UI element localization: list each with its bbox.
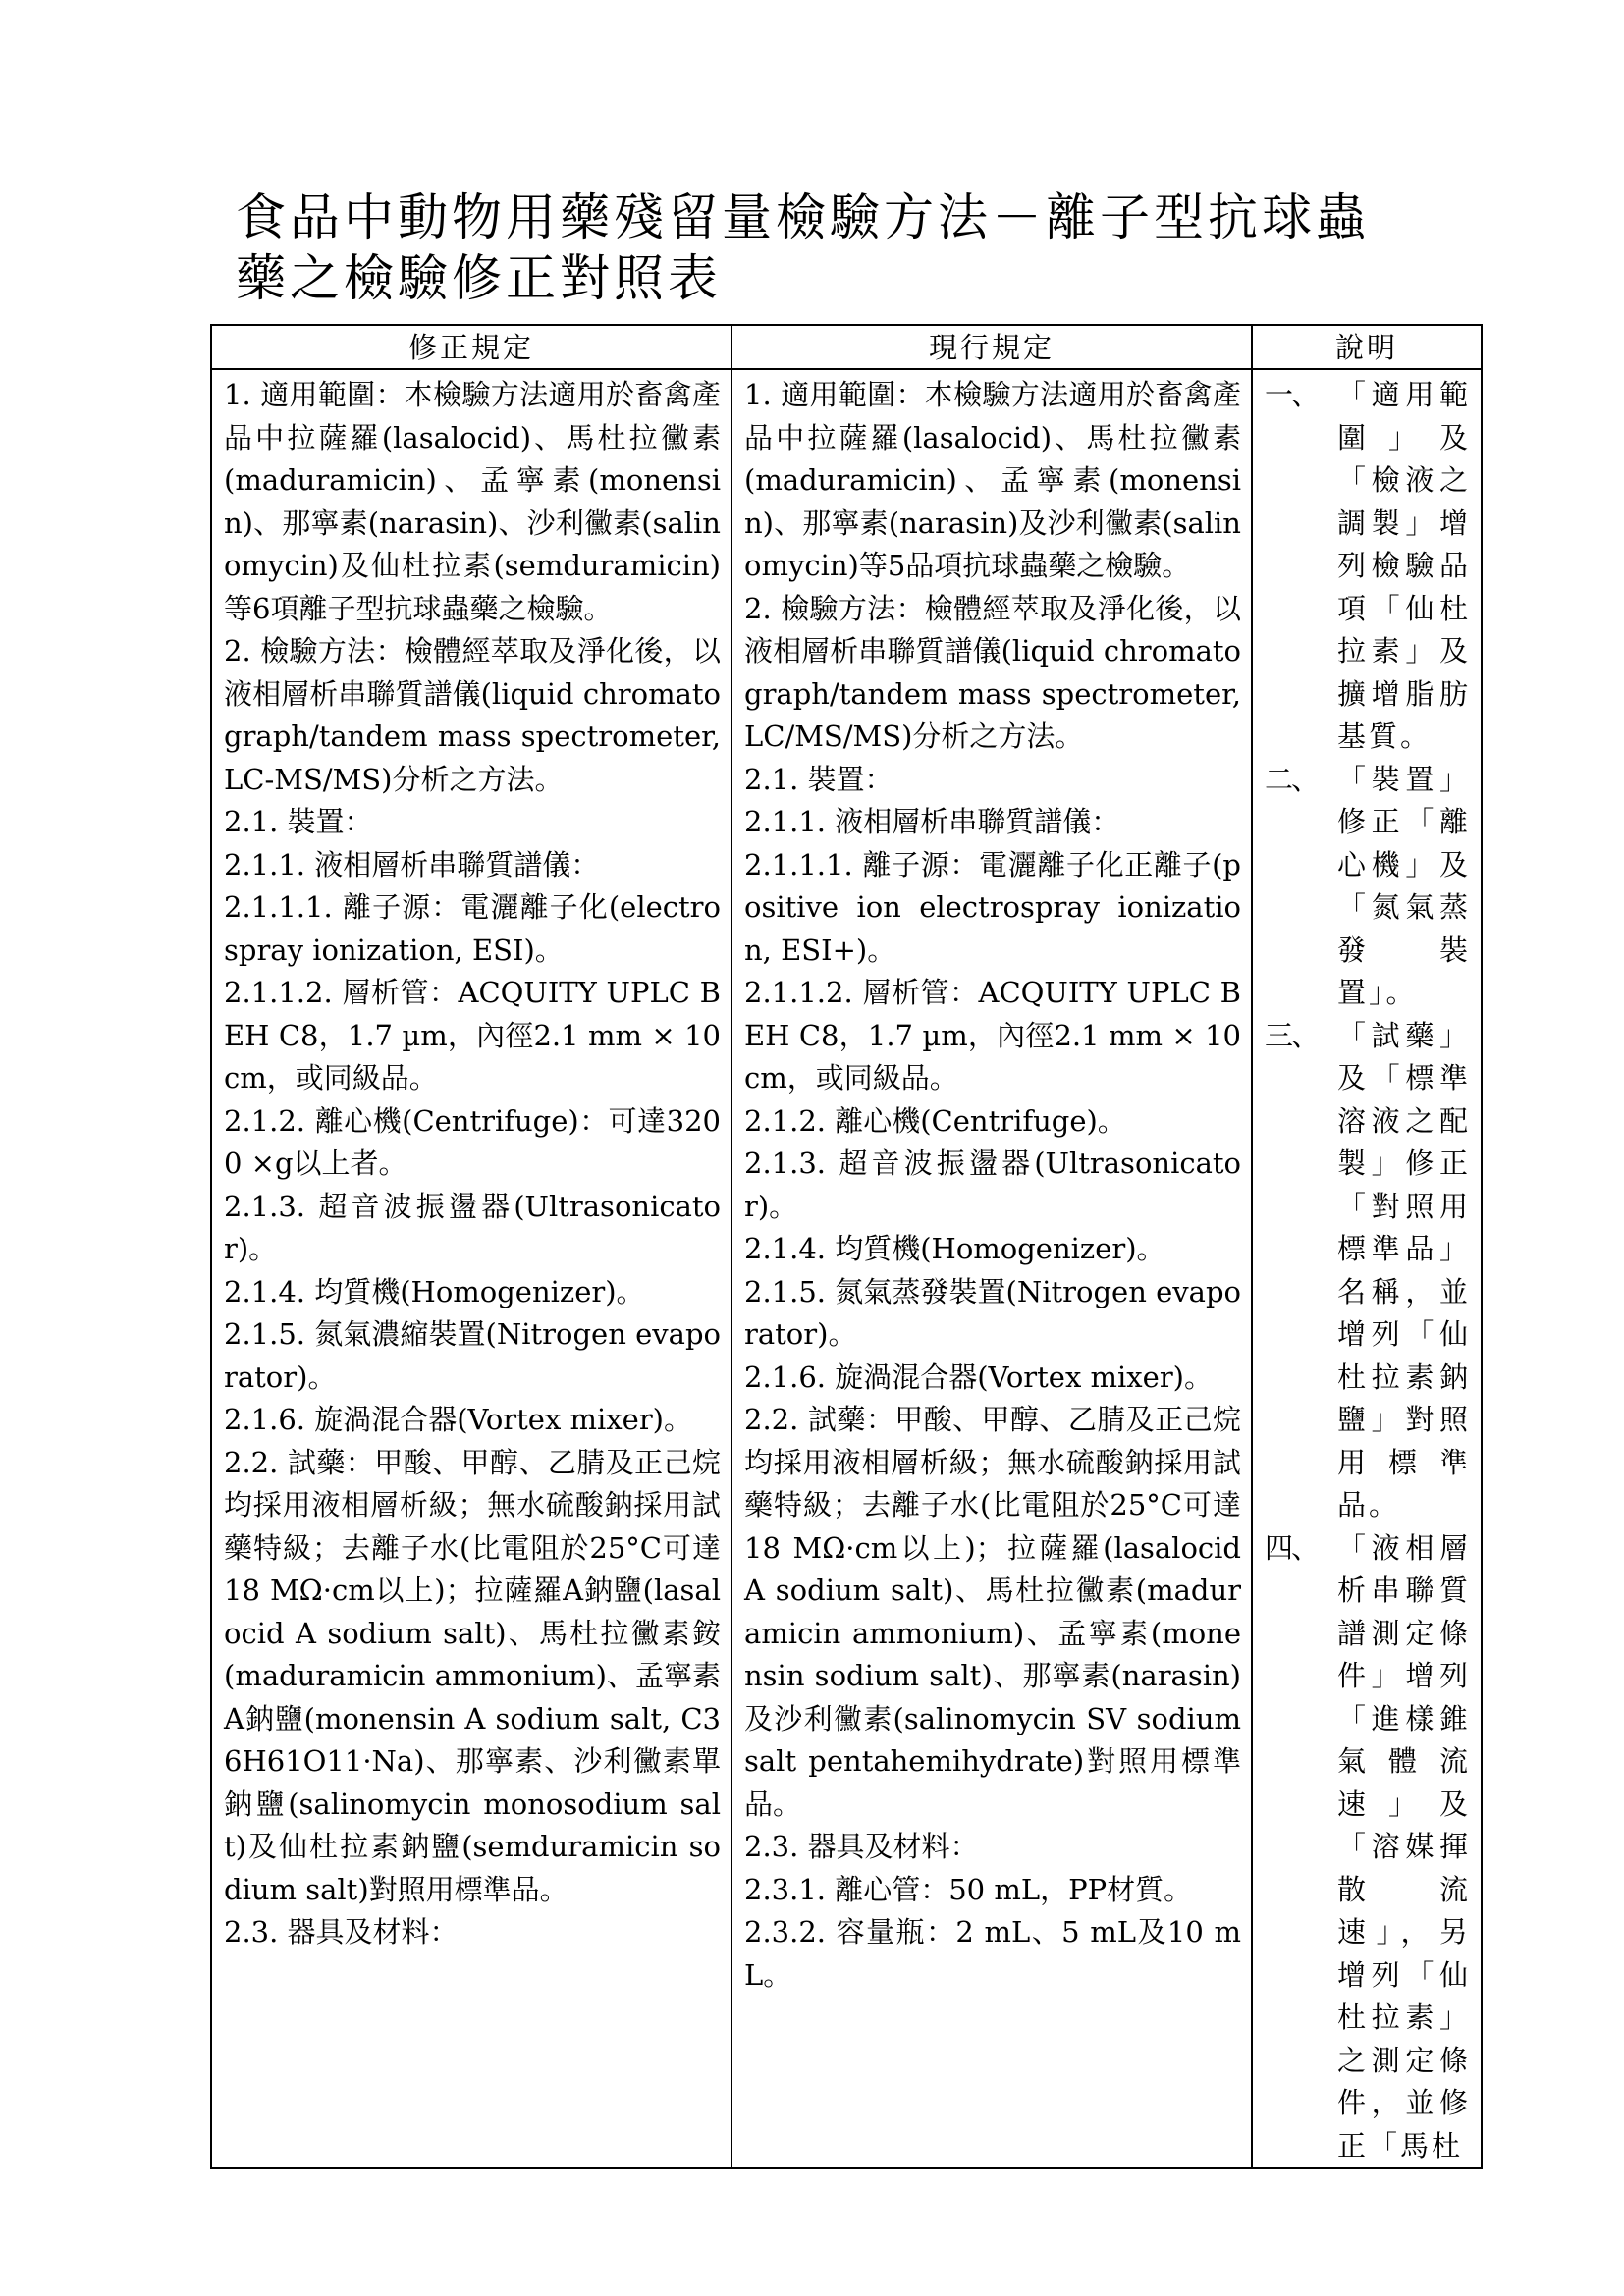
revised-column: [211, 369, 731, 2168]
current-para: 2.1. 裝置：: [744, 762, 893, 796]
note-item: [1265, 1527, 1471, 2168]
revised-para: 2.1. 裝置：: [224, 805, 373, 838]
revised-para: 2.1.1.1. 離子源：電灑離子化(electrospray ionization, ESI)。: [224, 890, 721, 967]
current-para: 2.1.3. 超音波振盪器(Ultrasonicator)。: [744, 1147, 1241, 1223]
note-number: 三、: [1265, 1018, 1319, 1052]
current-para: 2.1.6. 旋渦混合器(Vortex mixer)。: [744, 1360, 1213, 1394]
title-line-1: 食品中動物用藥殘留量檢驗方法－離子型抗球蟲: [236, 189, 1371, 247]
table-header-row: [211, 325, 1482, 369]
table-body-row: [211, 369, 1482, 2168]
note-number: 二、: [1265, 762, 1319, 796]
title-line-2: 藥之檢驗修正對照表: [236, 250, 723, 308]
current-para: 1. 適用範圍：本檢驗方法適用於畜禽產品中拉薩羅(lasalocid)、馬杜拉黴素(maduramicin)、孟寧素(monensin)、那寧素(narasin)及沙利黴素(salinomycin)等5品項抗球蟲藥之檢驗。: [744, 378, 1241, 582]
revised-para: 2.1.5. 氮氣濃縮裝置(Nitrogen evaporator)。: [224, 1317, 721, 1394]
notes-list: [1265, 374, 1471, 2167]
current-para: 2.1.1.2. 層析管：ACQUITY UPLC BEH C8，1.7 µm，內徑2.1 mm × 10 cm，或同級品。: [744, 976, 1241, 1095]
current-para: 2.3.2. 容量瓶：2 mL、5 mL及10 mL。: [744, 1915, 1241, 1992]
note-number: 四、: [1265, 1530, 1319, 1565]
note-item: [1265, 374, 1471, 759]
revised-para: 2.1.4. 均質機(Homogenizer)。: [224, 1274, 645, 1308]
current-para: 2.3.1. 離心管：50 mL，PP材質。: [744, 1872, 1193, 1906]
revised-para: 1. 適用範圍：本檢驗方法適用於畜禽產品中拉薩羅(lasalocid)、馬杜拉黴素(maduramicin)、孟寧素(monensin)、那寧素(narasin)、沙利黴素(salinomycin)及仙杜拉素(semduramicin)等6項離子型抗球蟲藥之檢驗。: [224, 378, 721, 625]
note-number: 一、: [1265, 378, 1319, 411]
current-para: 2.2. 試藥：甲酸、甲醇、乙腈及正己烷均採用液相層析級；無水硫酸鈉採用試藥特級；去離子水(比電阻於25°C可達18 MΩ·cm以上)；拉薩羅(lasalocid A sodium salt)、馬杜拉黴素(maduramicin ammonium)、孟寧素(monensin sodium salt)、那寧素(narasin)及沙利黴素(salinomycin SV sodium salt pentahemihydrate)對照用標準品。: [744, 1403, 1241, 1821]
revised-para: 2.2. 試藥：甲酸、甲醇、乙腈及正己烷均採用液相層析級；無水硫酸鈉採用試藥特級；去離子水(比電阻於25°C可達18 MΩ·cm以上)；拉薩羅A鈉鹽(lasalocid A sodium salt)、馬杜拉黴素銨(maduramicin ammonium)、孟寧素A鈉鹽(monensin A sodium salt, C36H61O11·Na)、那寧素、沙利黴素單鈉鹽(salinomycin monosodium salt)及仙杜拉素鈉鹽(semduramicin sodium salt)對照用標準品。: [224, 1445, 721, 1906]
revised-para: 2.1.1.2. 層析管：ACQUITY UPLC BEH C8，1.7 µm，內徑2.1 mm × 10 cm，或同級品。: [224, 976, 721, 1095]
comparison-table: [210, 324, 1483, 2169]
current-para: 2.1.5. 氮氣蒸發裝置(Nitrogen evaporator)。: [744, 1274, 1241, 1351]
current-column: [731, 369, 1252, 2168]
note-text: 「適用範圍」及「檢液之調製」增列檢驗品項「仙杜拉素」及擴增脂肪基質。: [1337, 378, 1471, 753]
current-para: 2.1.1.1. 離子源：電灑離子化正離子(positive ion electrospray ionization, ESI+)。: [744, 847, 1241, 967]
header-revised: 修正規定: [211, 325, 731, 369]
revised-para: 2.1.2. 離心機(Centrifuge)：可達3200 ×g以上者。: [224, 1103, 721, 1180]
note-text: 「液相層析串聯質譜測定條件」增列「進樣錐氣體流速」及「溶媒揮散流速」，另增列「仙杜拉素」之測定條件，並修正「馬杜: [1337, 1530, 1471, 2163]
revised-para: 2.1.6. 旋渦混合器(Vortex mixer)。: [224, 1403, 692, 1436]
revised-para: 2.3. 器具及材料：: [224, 1915, 459, 1949]
current-para: 2.1.1. 液相層析串聯質譜儀：: [744, 805, 1120, 838]
revised-para: 2.1.1. 液相層析串聯質譜儀：: [224, 847, 600, 881]
note-text: 「試藥」及「標準溶液之配製」修正「對照用標準品」名稱，並增列「仙杜拉素鈉鹽」對照用標準品。: [1337, 1018, 1471, 1522]
revised-para: 2. 檢驗方法：檢體經萃取及淨化後，以液相層析串聯質譜儀(liquid chromatograph/tandem mass spectrometer, LC-MS/MS)分析之方法。: [224, 634, 721, 796]
header-current: 現行規定: [731, 325, 1252, 369]
document-title: [236, 188, 1512, 310]
note-text: 「裝置」修正「離心機」及「氮氣蒸發裝置」。: [1337, 762, 1471, 1009]
header-notes: 說明: [1252, 325, 1482, 369]
revised-para: 2.1.3. 超音波振盪器(Ultrasonicator)。: [224, 1189, 721, 1265]
note-item: [1265, 1015, 1471, 1527]
current-para: 2. 檢驗方法：檢體經萃取及淨化後，以液相層析串聯質譜儀(liquid chromatograph/tandem mass spectrometer, LC/MS/MS)分析之方法。: [744, 591, 1241, 753]
current-para: 2.3. 器具及材料：: [744, 1830, 979, 1863]
current-para: 2.1.4. 均質機(Homogenizer)。: [744, 1232, 1165, 1265]
note-item: [1265, 759, 1471, 1015]
notes-column: [1252, 369, 1482, 2168]
current-para: 2.1.2. 離心機(Centrifuge)。: [744, 1103, 1126, 1138]
